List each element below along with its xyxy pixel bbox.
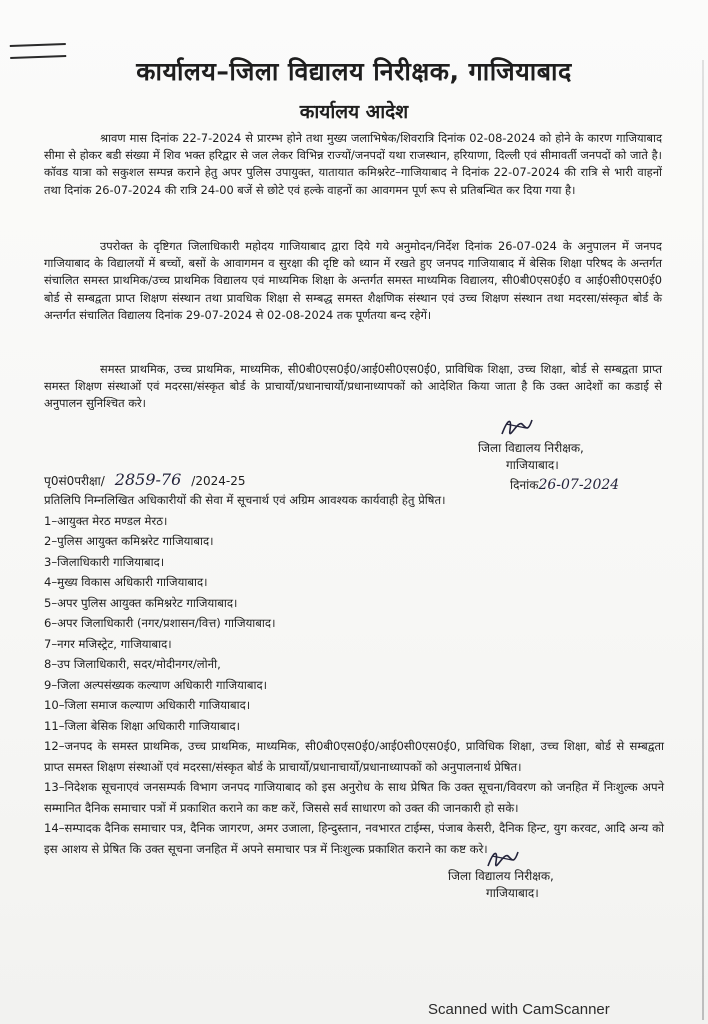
list-item: 10–जिला समाज कल्याण अधिकारी गाजियाबाद। <box>44 698 251 712</box>
list-item: 5–अपर पुलिस आयुक्त कमिश्नरेट गाजियाबाद। <box>44 595 238 610</box>
list-item: 14–सम्पादक दैनिक समाचार पत्र, दैनिक जागरण, अमर उजाला, हिन्दुस्तान, नवभारत टाईम्स, पंजाब केसरी, दैनिक हिन्ट, युग करवट, आदि अन्य को इस आशय से प्रेषित कि उक्त सूचना जनहित में अपने समाचार पत्र में निःशुल्क प्रकाशित कराने का कष्ट करे। <box>44 821 664 856</box>
order-heading: कार्यालय आदेश <box>299 101 409 123</box>
reference-prefix: पृ0सं0परीक्षा/ <box>44 474 105 488</box>
list-item: 2–पुलिस आयुक्त कमिश्नरेट गाजियाबाद। <box>44 534 214 548</box>
list-item: 7–नगर मजिस्ट्रेट, गाजियाबाद। <box>44 636 172 651</box>
signatory-place: गाजियाबाद। <box>486 886 539 900</box>
reference-number-handwritten: 2859-76 <box>114 470 182 489</box>
copy-list <box>44 490 664 859</box>
paragraph-2: उपरोक्त के दृष्टिगत जिलाधिकारी महोदय गाजियाबाद द्वारा दिये गये अनुमोदन/निर्देश दिनांक 26-07-024 के अनुपालन में जनपद गाजियाबाद के विद्यालयों में बच्चों, बसों के आवागमन व सुरक्षा की दृष्टि को ध्यान में रखते हुए जनपद गाजियाबाद में बेसिक शिक्षा परिषद के अन्तर्गत संचालित समस्त प्राथमिक/उच्च प्राथमिक विद्यालय एवं माध्यमिक शिक्षा के अन्तर्गत समस्त माध्यमिक विद्यालय, सी0बी0एस0ई0 व आई0सी0एस0ई0 बोर्ड से सम्बद्वता प्राप्त शिक्षण संस्थान तथा प्रावधिक शिक्षा से सम्बद्ध समस्त शैक्षणिक संस्थान एवं उच्च शिक्षण संस्थान तथा मदरसा/संस्कृत बोर्ड के अन्तर्गत संचालित विद्यालय दिनांक 29-07-2024 से 02-08-2024 तक पूर्णतया बन्द रहेगें। <box>44 239 662 322</box>
copy-list-intro: प्रतिलिपि निम्नलिखित अधिकारीयों की सेवा में सूचनार्थ एवं अग्रिम आवश्यक कार्यवाही हेतु प्रेषित। <box>44 493 446 507</box>
paragraph-3: समस्त प्राथमिक, उच्च प्राथमिक, माध्यमिक, सी0बी0एस0ई0/आई0सी0एस0ई0, प्राविधिक शिक्षा, उच्च शिक्षा, बोर्ड से सम्बद्वता प्राप्त समस्त शिक्षण संस्थाओं एवं मदरसा/संस्कृत बोर्ड के प्राचार्यो/प्रधानाचार्यो/प्रधानाध्यापकों को आदेशित किया जाता है कि उक्त आदेशों का कडाई से अनुपालन सुनिश्चित करे। <box>44 362 662 411</box>
page-edge-shadow <box>702 60 704 1020</box>
list-item: 8–उप जिलाधिकारी, सदर/मोदीनगर/लोनी, <box>44 657 221 671</box>
list-item: 9–जिला अल्पसंख्यक कल्याण अधिकारी गाजियाबाद। <box>44 677 268 692</box>
paragraph-1: श्रावण मास दिनांक 22-7-2024 से प्रारम्भ होने तथा मुख्य जलाभिषेक/शिवरात्रि दिनांक 02-08-2024 को होने के कारण गाजियाबाद सीमा से होकर बडी संख्या में शिव भक्त हरिद्वार से जल लेकर विभिन्न राज्यों/जनपदों यथा राजस्थान, हरियाणा, दिल्ली एवं सीमावर्ती जनपदों को जाते है। कॉवड यात्रा को सकुशल सम्पन्न कराने हेतु अपर पुलिस उपायुक्त, यातायात कमिश्नरेट–गाजियाबाद ने दिनांक 22-07-2024 की रात्रि से भारी वाहनों तथा दिनांक 26-07-2024 की रात्रि 24-00 बजें से छोटे एवं हल्के वाहनों का आवगमन पूर्ण रूप से प्रतिबन्धित कर दिया गया है। <box>44 131 662 197</box>
signature-mark <box>498 414 536 440</box>
signatory-title: जिला विद्यालय निरीक्षक, <box>478 441 584 455</box>
list-item: 12–जनपद के समस्त प्राथमिक, उच्च प्राथमिक, माध्यमिक, सी0बी0एस0ई0/आई0सी0एस0ई0, प्राविधिक शिक्षा, उच्च शिक्षा, बोर्ड से सम्बद्वता प्राप्त समस्त शिक्षण संस्थाओं एवं मदरसा/संस्कृत बोर्ड के प्राचार्यो/प्रधानाचार्यो/प्रधानाध्यापकों को अनुपालनार्थ प्रेषित। <box>44 739 664 774</box>
list-item: 6–अपर जिलाधिकारी (नगर/प्रशासन/वित्त) गाजियाबाद। <box>44 616 276 630</box>
date-label: दिनांक <box>510 478 539 492</box>
list-item: 13–निदेशक सूचनाएवं जनसम्पर्क विभाग जनपद गाजियाबाद को इस अनुरोध के साथ प्रेषित कि उक्त सूचना/विवरण को जनहित में निःशुल्क अपने सम्मानित दैनिक समाचार पत्रों में प्रकाशित कराने का कष्ट करें, जिससे सर्व साधारण को उक्त की जानकारी हो सके। <box>44 780 665 815</box>
list-item: 4–मुख्य विकास अधिकारी गाजियाबाद। <box>44 575 208 589</box>
signatory-place: गाजियाबाद। <box>506 458 559 472</box>
signatory-title: जिला विद्यालय निरीक्षक, <box>448 869 554 883</box>
list-item: 1–आयुक्त मेरठ मण्डल मेरठ। <box>44 513 168 528</box>
office-title: कार्यालय–जिला विद्यालय निरीक्षक, गाजियाबाद <box>136 57 572 86</box>
list-item: 11–जिला बेसिक शिक्षा अधिकारी गाजियाबाद। <box>44 718 241 733</box>
signature-block-2 <box>448 868 554 902</box>
list-item: 3–जिलाधिकारी गाजियाबाद। <box>44 554 165 569</box>
signature-block-1 <box>478 440 584 474</box>
scanner-watermark: Scanned with CamScanner <box>428 1001 610 1018</box>
date-handwritten: 26-07-2024 <box>538 477 620 493</box>
reference-year: /2024-25 <box>191 474 246 488</box>
